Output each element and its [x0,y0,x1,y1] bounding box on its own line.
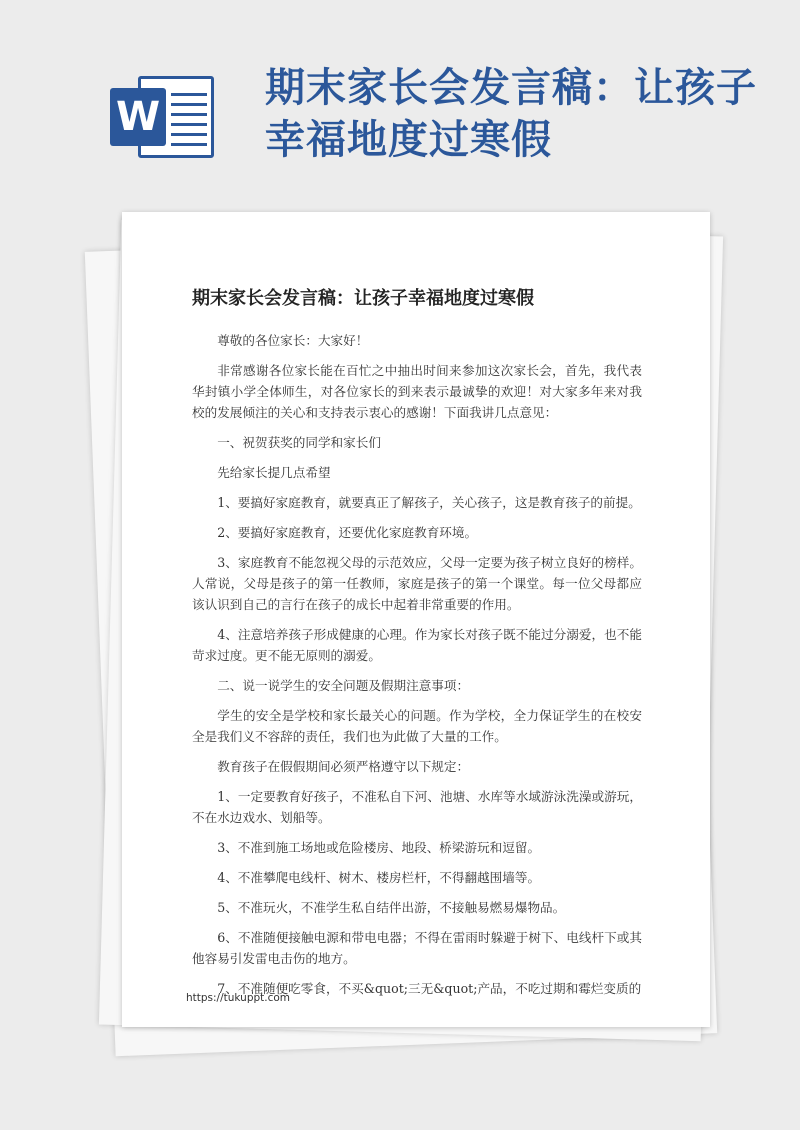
document-paragraph: 一、祝贺获奖的同学和家长们 [217,435,381,450]
document-paragraph: 非常感谢各位家长能在百忙之中抽出时间来参加这次家长会，首先，我代表华封镇小学全体师生，对各位家长的到来表示最诚挚的欢迎！对大家多年来对我校的发展倾注的关心和支持表示衷心的感谢！下面我讲几点意见： [192,363,642,420]
document-paragraph: 3、不准到施工场地或危险楼房、地段、桥梁游玩和逗留。 [217,840,541,855]
document-body [192,330,642,1008]
document-paragraph: 4、注意培养孩子形成健康的心理。作为家长对孩子既不能过分溺爱，也不能苛求过度。更不能无原则的溺爱。 [192,627,642,663]
document-paragraph: 1、一定要教育好孩子，不准私自下河、池塘、水库等水域游泳洗澡或游玩，不在水边戏水、划船等。 [192,789,642,825]
document-paragraph: 先给家长提几点希望 [217,465,331,480]
document-paragraph: 学生的安全是学校和家长最关心的问题。作为学校，全力保证学生的在校安全是我们义不容辞的责任，我们也为此做了大量的工作。 [192,708,642,744]
document-paragraph: 教育孩子在假假期间必须严格遵守以下规定： [217,759,470,774]
word-doc-icon [110,70,215,160]
document-paragraph: 7、不准随便吃零食，不买&quot;三无&quot;产品，不吃过期和霉烂变质的 [217,981,642,996]
word-letter-badge: W [110,88,166,146]
document-paragraph: 二、说一说学生的安全问题及假期注意事项： [217,678,470,693]
document-paragraph: 2、要搞好家庭教育，还要优化家庭教育环境。 [217,525,478,540]
document-title: 期末家长会发言稿：让孩子幸福地度过寒假 [192,288,534,309]
document-paragraph: 1、要搞好家庭教育，就要真正了解孩子，关心孩子，这是教育孩子的前提。 [217,495,641,510]
document-paragraph: 尊敬的各位家长：大家好！ [217,333,369,348]
document-paragraph: 6、不准随便接触电源和带电电器；不得在雷雨时躲避于树下、电线杆下或其他容易引发雷电击伤的地方。 [192,930,642,966]
document-paragraph: 4、不准攀爬电线杆、树木、楼房栏杆，不得翻越围墙等。 [217,870,541,885]
document-paragraph: 5、不准玩火，不准学生私自结伴出游，不接触易燃易爆物品。 [217,900,566,915]
document-paragraph: 3、家庭教育不能忽视父母的示范效应，父母一定要为孩子树立良好的榜样。人常说，父母是孩子的第一任教师，家庭是孩子的第一个课堂。每一位父母都应该认识到自己的言行在孩子的成长中起着非常重要的作用。 [192,555,642,612]
footer-url: https://tukuppt.com [186,992,291,1004]
page-title: 期末家长会发言稿：让孩子幸福地度过寒假 [265,65,757,163]
header-banner [0,0,800,200]
document-page [122,212,710,1027]
